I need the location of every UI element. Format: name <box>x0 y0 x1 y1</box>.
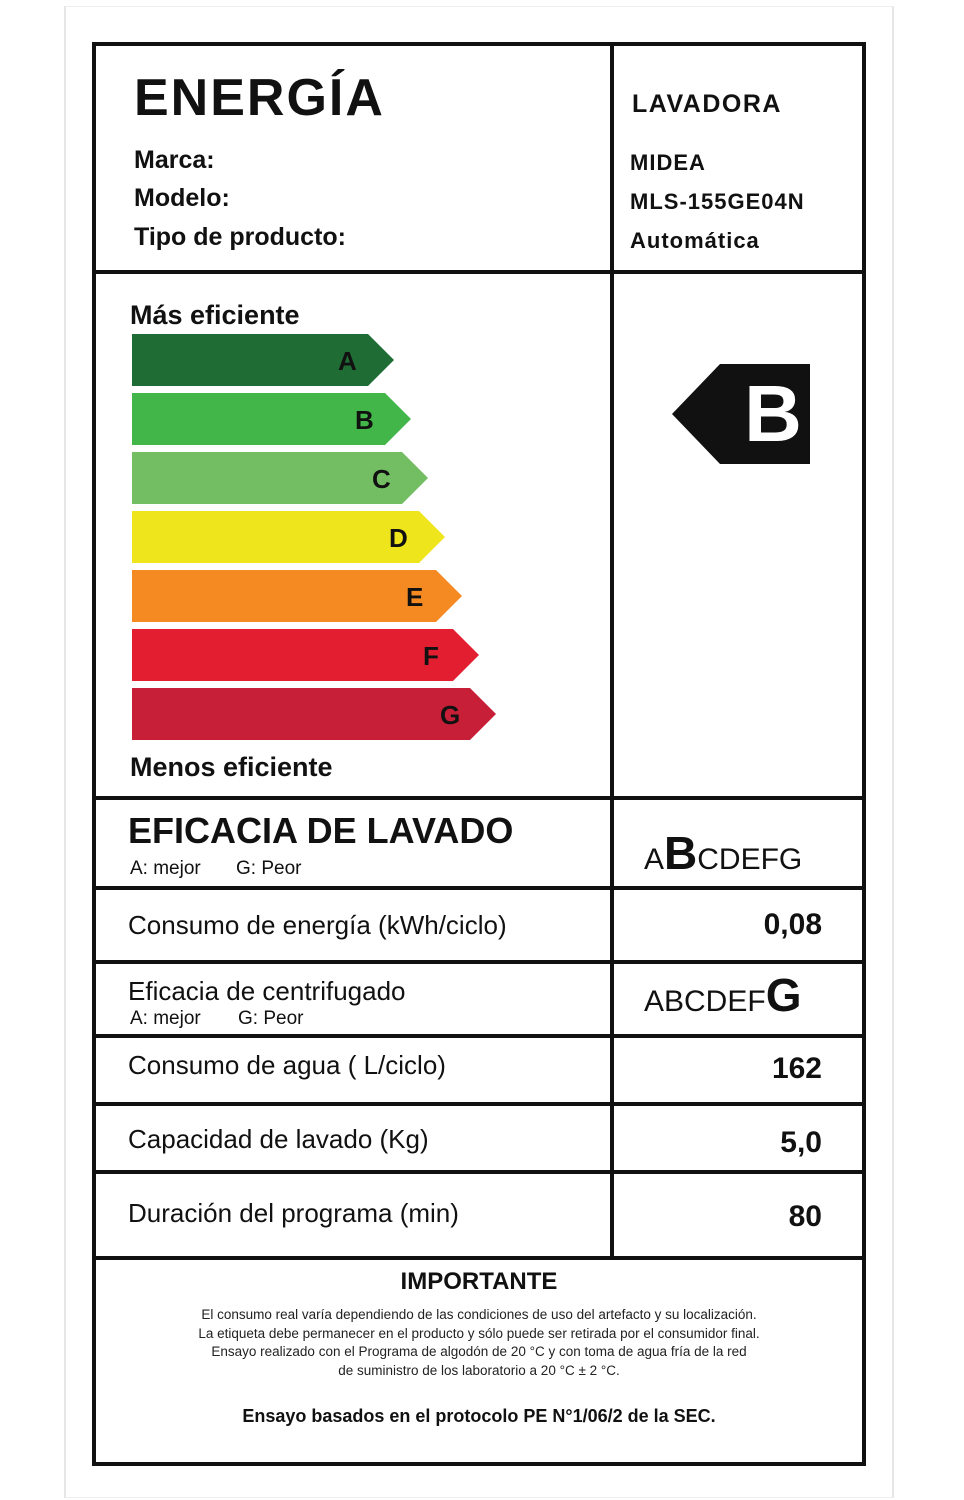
model-value: MLS-155GE04N <box>630 189 805 214</box>
label-title: ENERGÍA <box>134 69 385 127</box>
divider-water <box>96 1102 862 1106</box>
energy-consumption-value: 0,08 <box>763 908 822 941</box>
column-divider <box>610 46 614 1256</box>
important-text <box>136 1306 822 1380</box>
efficiency-bar-d <box>132 511 445 563</box>
important-line: Ensayo realizado con el Programa de algodón de 20 °C y con toma de agua fría de la red <box>211 1344 747 1359</box>
energy-consumption-label: Consumo de energía (kWh/ciclo) <box>128 910 507 940</box>
scale-bottom-caption: Menos eficiente <box>130 752 333 782</box>
spin-efficiency-scale <box>644 968 801 1022</box>
model-label: Modelo: <box>134 184 230 212</box>
water-consumption-label: Consumo de agua ( L/ciclo) <box>128 1050 446 1080</box>
spin-legend-best: A: mejor <box>130 1008 201 1029</box>
efficiency-bar-letter: G <box>440 700 461 730</box>
divider-duration <box>96 1256 862 1260</box>
efficiency-bar-letter: E <box>406 582 424 612</box>
washing-scale-selected: B <box>664 827 698 879</box>
washing-scale-after: CDEFG <box>697 843 803 876</box>
spin-scale-selected: G <box>765 969 802 1021</box>
efficiency-bar-letter: C <box>372 464 391 494</box>
energy-label <box>92 42 866 1466</box>
efficiency-bar-b <box>132 393 411 445</box>
divider-washing <box>96 886 862 890</box>
capacity-label: Capacidad de lavado (Kg) <box>128 1124 429 1154</box>
efficiency-bar-c <box>132 452 428 504</box>
efficiency-bar-f <box>132 629 479 681</box>
divider-capacity <box>96 1170 862 1174</box>
washing-efficiency-title: EFICACIA DE LAVADO <box>128 810 514 851</box>
washing-legend-best: A: mejor <box>130 858 201 879</box>
divider-spin <box>96 1034 862 1038</box>
washing-scale-before: A <box>644 843 665 876</box>
efficiency-bar-e <box>132 570 462 622</box>
scale-top-caption: Más eficiente <box>130 300 300 330</box>
appliance-type: LAVADORA <box>632 90 782 118</box>
important-line: El consumo real varía dependiendo de las condiciones de uso del artefacto y su localización. <box>201 1307 757 1322</box>
important-title: IMPORTANTE <box>400 1268 558 1295</box>
divider-energy <box>96 960 862 964</box>
program-duration-value: 80 <box>788 1200 822 1233</box>
spin-scale-before: ABCDEF <box>644 985 766 1018</box>
washing-legend-worst: G: Peor <box>236 858 302 879</box>
efficiency-bar-letter: A <box>338 346 357 376</box>
washing-efficiency-scale <box>644 826 802 880</box>
product-type-value: Automática <box>630 228 760 253</box>
water-consumption-value: 162 <box>771 1052 822 1085</box>
spin-efficiency-label: Eficacia de centrifugado <box>128 976 406 1006</box>
capacity-value: 5,0 <box>780 1126 822 1159</box>
brand-label: Marca: <box>134 146 215 174</box>
rating-letter: B <box>744 369 802 458</box>
brand-value: MIDEA <box>630 150 706 175</box>
efficiency-bar-letter: D <box>389 523 408 553</box>
important-line: La etiqueta debe permanecer en el producto y sólo puede ser retirada por el consumidor final. <box>198 1325 760 1341</box>
product-type-label: Tipo de producto: <box>134 223 347 251</box>
efficiency-bar-letter: F <box>423 641 439 671</box>
divider-scale <box>96 796 862 800</box>
program-duration-label: Duración del programa (min) <box>128 1198 459 1228</box>
efficiency-bar-letter: B <box>355 405 374 435</box>
divider-header <box>96 270 862 274</box>
efficiency-bar-a <box>132 334 394 386</box>
important-footer: Ensayo basados en el protocolo PE N°1/06/2 de la SEC. <box>242 1406 716 1426</box>
spin-legend-worst: G: Peor <box>238 1008 304 1029</box>
important-line: de suministro de los laboratorio a 20 °C ± 2 °C. <box>338 1362 620 1378</box>
efficiency-bar-g <box>132 688 496 740</box>
